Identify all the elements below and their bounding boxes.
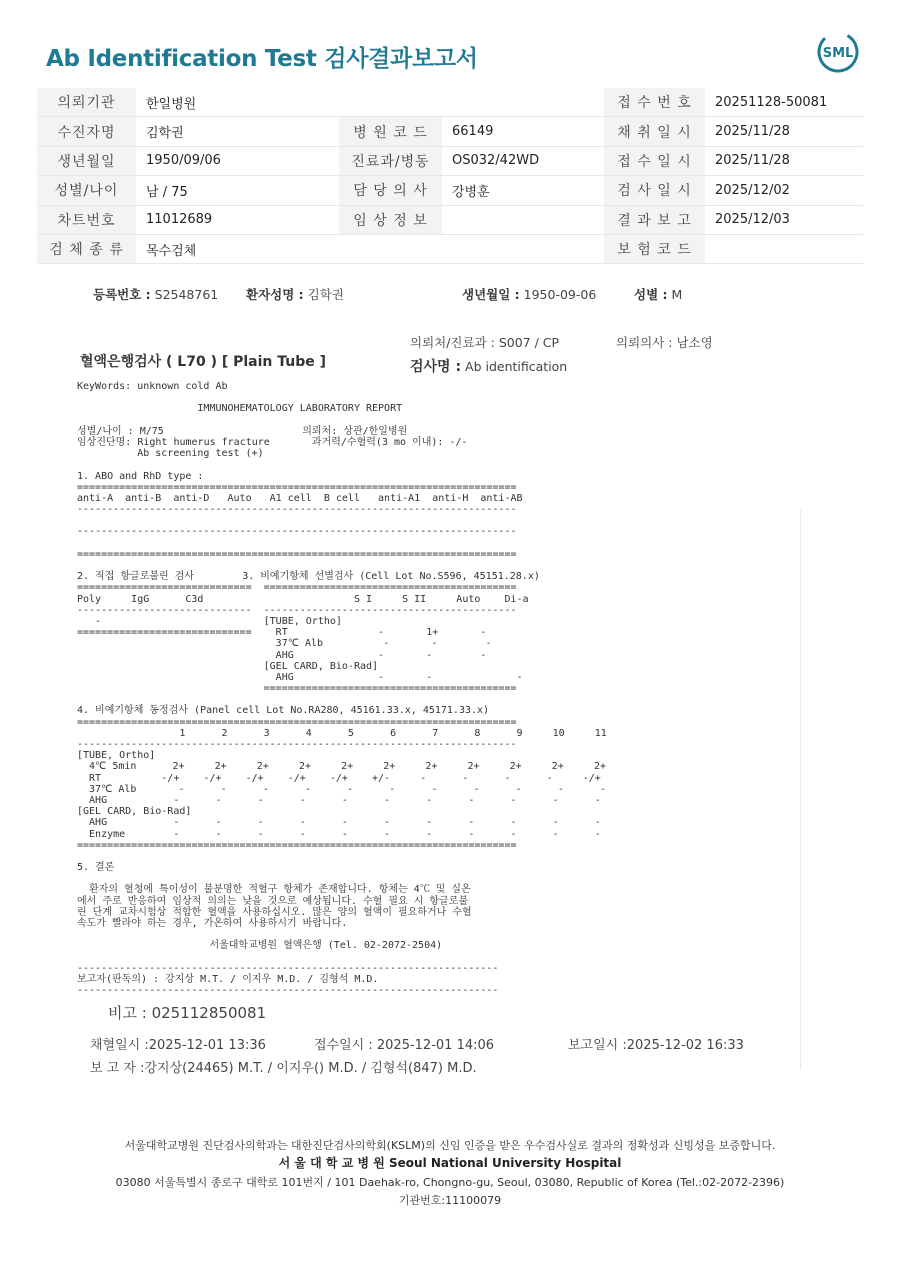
report-line: IMMUNOHEMATOLOGY LABORATORY REPORT — [77, 403, 403, 415]
birth-date: 생년월일 : 1950-09-06 — [462, 287, 597, 302]
info-label: 성별/나이 — [37, 176, 136, 205]
report-line: ---------------------------------------------------------------------- — [77, 962, 499, 974]
report-line: 4. 비예기항체 동정검사 (Panel cell Lot No.RA280, 45161.33.x, 45171.33.x) — [77, 705, 490, 717]
report-line: 보고자(판독의) : 강지상 M.T. / 이지우 M.D. / 김형석 M.D. — [77, 973, 379, 985]
report-line — [77, 515, 797, 526]
report-line — [77, 415, 797, 426]
info-value: 2025/12/02 — [705, 176, 863, 205]
sml-logo — [816, 30, 860, 74]
report-line: ============================= RT - 1+ - — [77, 627, 487, 639]
report-line: ========================================================================= — [77, 548, 517, 560]
info-row — [37, 117, 863, 146]
info-row — [37, 88, 863, 117]
info-value: 강병훈 — [442, 176, 604, 205]
info-label — [339, 88, 442, 117]
report-line — [77, 392, 797, 403]
patient-name: 환자성명 : 김학권 — [246, 287, 344, 302]
info-value: 66149 — [442, 117, 604, 146]
report-line: AHG - - - — [77, 649, 487, 661]
exam-title: 혈액은행검사 ( L70 ) [ Plain Tube ] — [80, 354, 327, 370]
sml-logo-text: SML — [822, 46, 854, 61]
report-line: [GEL CARD, Bio-Rad] — [77, 806, 192, 818]
info-label: 차트번호 — [37, 205, 136, 234]
report-line: ----------------------------- ------------------------------------------ — [77, 604, 517, 616]
report-line: - [TUBE, Ortho] — [77, 615, 342, 627]
info-value: 2025/11/28 — [705, 146, 863, 175]
info-label: 채 취 일 시 — [604, 117, 705, 146]
info-label: 진료과/병동 — [339, 146, 442, 175]
patient-sex: 성별 : M — [634, 287, 683, 302]
report-line: 2. 직접 항글로불린 검사 3. 비예기항체 선별검사 (Cell Lot No.S596, 45151.28.x) — [77, 571, 540, 583]
report-line — [77, 694, 797, 705]
report-line: ------------------------------------------------------------------------- — [77, 739, 517, 750]
report-line — [77, 873, 797, 884]
report-title: Ab Identification Test 검사결과보고서 — [46, 46, 478, 72]
report-line: 5. 결론 — [77, 862, 115, 874]
info-value: 1950/09/06 — [136, 146, 339, 175]
requesting-department: 의뢰처/진료과 : S007 / CP — [410, 335, 560, 350]
report-line: AHG - - - - - - - - - - - — [77, 817, 601, 829]
info-label: 접 수 일 시 — [604, 146, 705, 175]
report-line: 37℃ Alb - - - - - - - - - - - — [77, 783, 606, 795]
reporters: 보 고 자 :강지상(24465) M.T. / 이지우() M.D. / 김형석(847) M.D. — [90, 1061, 477, 1076]
hospital-name: 서 울 대 학 교 병 원 Seoul National University Hospital — [278, 1156, 622, 1170]
report-line — [77, 851, 797, 862]
report-line: Enzyme - - - - - - - - - - - — [77, 828, 601, 840]
scan-artifact-line — [800, 510, 801, 1070]
requesting-doctor: 의뢰의사 : 남소영 — [616, 335, 713, 350]
report-line — [77, 459, 797, 470]
report-line: 에서 주로 반응하여 임상적 의의는 낮을 것으로 예상됩니다. 수혈 필요 시 항글로불 — [77, 895, 469, 907]
report-line: ========================================================================= — [77, 481, 517, 493]
info-value — [705, 234, 863, 263]
remarks: 비고 : 025112850081 — [108, 1004, 267, 1022]
info-label: 검 사 일 시 — [604, 176, 705, 205]
report-line: [TUBE, Ortho] — [77, 750, 156, 762]
report-line — [77, 952, 797, 963]
info-row — [37, 234, 863, 263]
report-line: 1 2 3 4 5 6 7 8 9 10 11 — [77, 727, 607, 739]
report-line: 환자의 혈청에 특이성이 불분명한 적혈구 항체가 존재합니다. 항체는 4℃ 및 실온 — [77, 884, 471, 896]
info-value: 김학권 — [136, 117, 339, 146]
report-line: ---------------------------------------------------------------------- — [77, 985, 499, 997]
report-line: 4℃ 5min 2+ 2+ 2+ 2+ 2+ 2+ 2+ 2+ 2+ 2+ 2+ — [77, 761, 606, 773]
report-line: KeyWords: unknown cold Ab — [77, 381, 228, 392]
report-line: anti-A anti-B anti-D Auto A1 cell B cell anti-A1 anti-H anti-AB — [77, 492, 523, 504]
info-label — [339, 234, 442, 263]
report-line: ------------------------------------------------------------------------- — [77, 504, 517, 516]
patient-info-table — [37, 88, 863, 264]
report-line: Poly IgG C3d S I S II Auto Di-a — [77, 593, 529, 605]
report-time: 보고일시 :2025-12-02 16:33 — [568, 1038, 744, 1053]
report-line: ============================= ========================================== — [77, 582, 517, 594]
exam-name: 검사명 : Ab identification — [410, 359, 568, 375]
info-value: 2025/11/28 — [705, 117, 863, 146]
report-line: ========================================== — [77, 683, 517, 695]
info-value: 20251128-50081 — [705, 88, 863, 117]
info-label: 접 수 번 호 — [604, 88, 705, 117]
report-line: RT -/+ -/+ -/+ -/+ -/+ +/- - - - - -/+ — [77, 772, 601, 784]
receipt-time: 접수일시 : 2025-12-01 14:06 — [314, 1038, 495, 1053]
report-line: 서울대학교병원 혈액은행 (Tel. 02-2072-2504) — [77, 940, 443, 952]
report-line — [77, 560, 797, 571]
report-line — [77, 538, 797, 549]
info-label: 검 체 종 류 — [37, 234, 136, 263]
info-label: 생년월일 — [37, 146, 136, 175]
report-line: AHG - - - — [77, 671, 523, 683]
report-line: ========================================================================= — [77, 716, 517, 728]
report-line: 1. ABO and RhD type : — [77, 470, 204, 482]
info-row — [37, 146, 863, 175]
info-value: 한일병원 — [136, 88, 339, 117]
certification-text: 서울대학교병원 진단검사의학과는 대한진단검사의학회(KSLM)의 신임 인증을 받은 우수검사실로 결과의 정확성과 신빙성을 보증합니다. — [124, 1139, 776, 1152]
info-value — [442, 205, 604, 234]
hospital-address: 03080 서울특별시 종로구 대학로 101번지 / 101 Daehak-ro, Chongno-gu, Seoul, 03080, Republic of Korea (Tel.:02-2072-2396) — [115, 1176, 785, 1189]
report-line: ------------------------------------------------------------------------- — [77, 526, 517, 538]
info-value: 11012689 — [136, 205, 339, 234]
info-value: 목수검체 — [136, 234, 339, 263]
info-label: 의뢰기관 — [37, 88, 136, 117]
institution-number: 기관번호:11100079 — [398, 1194, 502, 1207]
info-label: 병 원 코 드 — [339, 117, 442, 146]
report-line: [GEL CARD, Bio-Rad] — [77, 660, 379, 672]
report-line: 37℃ Alb - - - — [77, 638, 492, 650]
lab-report-body — [77, 381, 797, 996]
info-value: OS032/42WD — [442, 146, 604, 175]
info-value — [442, 234, 604, 263]
info-label: 수진자명 — [37, 117, 136, 146]
info-label: 보 험 코 드 — [604, 234, 705, 263]
report-line: 속도가 빨라야 하는 경우, 가온하여 사용하시기 바랍니다. — [77, 918, 348, 929]
info-row — [37, 176, 863, 205]
info-label: 임 상 정 보 — [339, 205, 442, 234]
report-line: 성별/나이 : M/75 의뢰처: 상관/한일병원 — [77, 425, 408, 437]
info-label: 결 과 보 고 — [604, 205, 705, 234]
report-line: 린 단계 교차시험상 적합한 혈액을 사용하십시오. 많은 양의 혈액이 필요하거나 수혈 — [77, 906, 472, 918]
info-row — [37, 205, 863, 234]
collection-time: 채혈일시 :2025-12-01 13:36 — [90, 1038, 266, 1053]
report-line: 임상진단명: Right humerus fracture 과거력/수혈력(3 mo 이내): -/- — [77, 436, 468, 448]
info-value: 남 / 75 — [136, 176, 339, 205]
report-line: AHG - - - - - - - - - - - — [77, 794, 601, 806]
report-line: ========================================================================= — [77, 839, 517, 851]
info-value: 2025/12/03 — [705, 205, 863, 234]
report-line: Ab screening test (+) — [77, 448, 264, 460]
registration-number: 등록번호 : S2548761 — [93, 287, 219, 302]
info-label: 담 당 의 사 — [339, 176, 442, 205]
info-value — [442, 88, 604, 117]
report-line — [77, 929, 797, 940]
